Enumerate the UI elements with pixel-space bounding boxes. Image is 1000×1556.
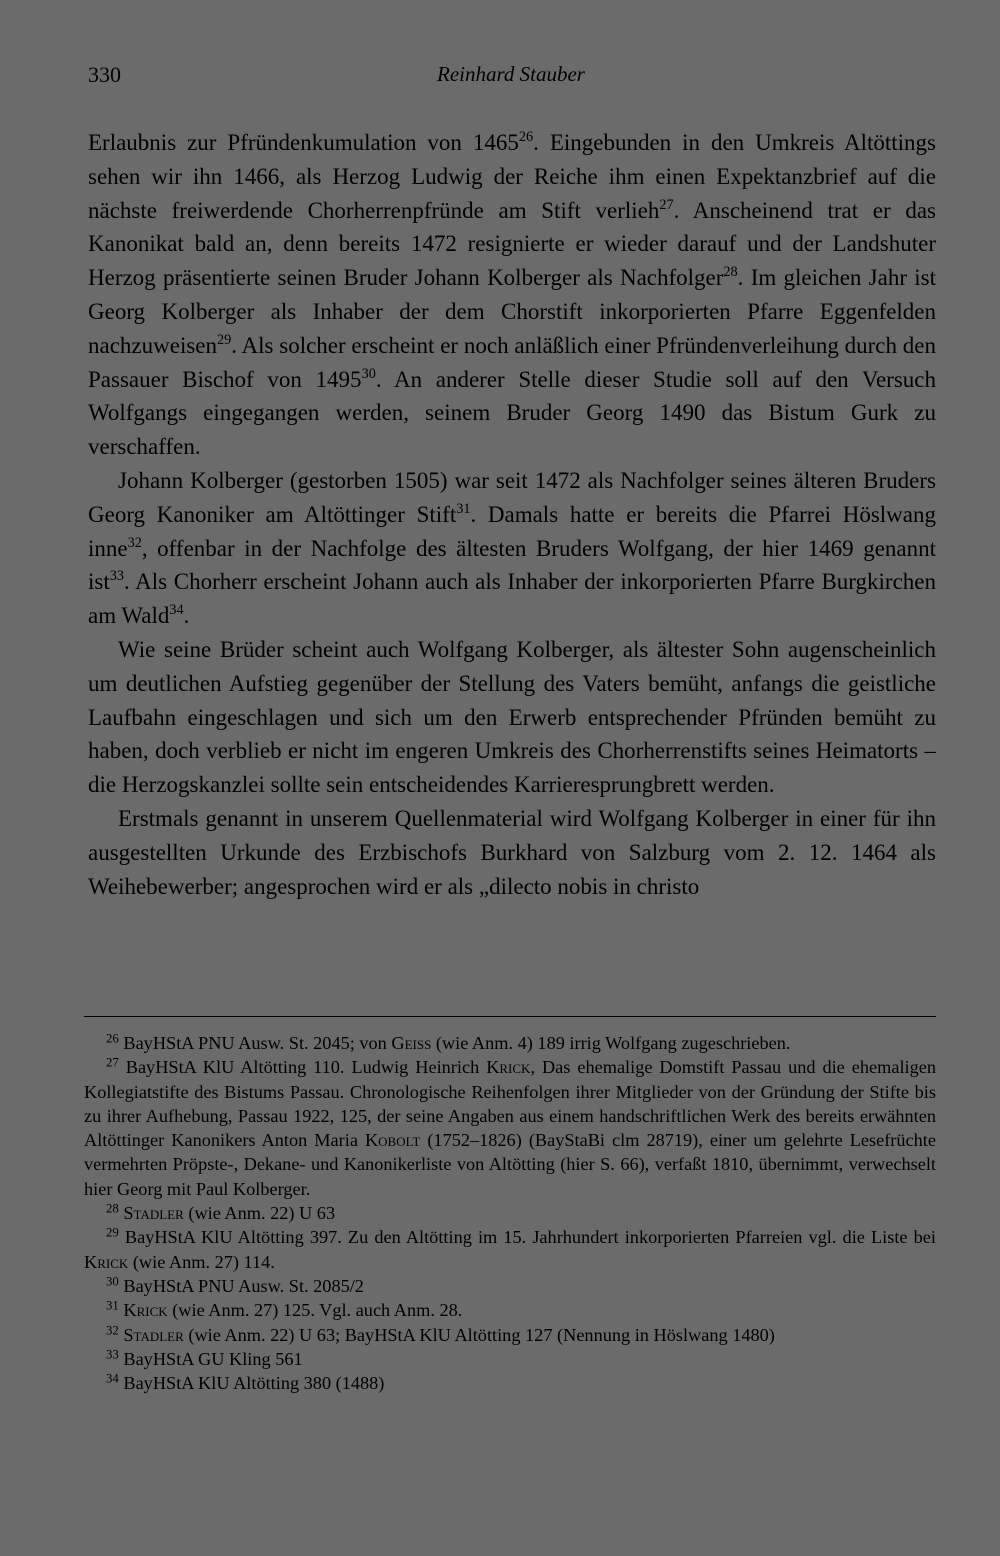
footnote-31	[84, 1298, 936, 1322]
footnote-text: BayHStA KlU Altötting 380 (1488)	[123, 1373, 385, 1394]
text-run: . Eingebunden in den Umkreis Altöttings sehen wir ihn 1466, als Herzog Ludwig der Reiche ihm einen Expektanzbrief auf die nächste freiwerdende Chorherrenpfründe am Stift verlieh	[88, 130, 936, 223]
footnote-ref: 32	[127, 534, 142, 551]
paragraph-4: Erstmals genannt in unserem Quellenmaterial wird Wolfgang Kolberger in einer für ihn ausgestellten Urkunde des Erzbischofs Burkhard von Salzburg vom 2. 12. 1464 als Weihebewerber; angesprochen wird er als „dilecto nobis in christo	[88, 805, 936, 899]
footnote-ref: 31	[456, 500, 471, 517]
paragraph-3: Wie seine Brüder scheint auch Wolfgang Kolberger, als ältester Sohn augenscheinlich um deutlichen Aufstieg gegenüber der Stellung des Vaters bemüht, anfangs die geistliche Laufbahn eingeschlagen und sich um den Erwerb entsprechender Pfründen bemüht zu haben, doch verblieb er nicht im engeren Umkreis des Chorherrenstifts seines Heimatorts – die Herzogskanzlei sollte sein entscheidendes Karrieresprungbrett werden.	[88, 636, 936, 798]
author-name: Stadler	[123, 1324, 184, 1345]
text-run: . Damals hatte er bereits die Pfarrei Höslwang inne	[88, 501, 936, 561]
footnote-text: (wie Anm. 27) 114.	[128, 1251, 275, 1272]
footnote-number: 34	[106, 1371, 119, 1386]
text-run: . Als solcher erscheint er noch anläßlich einer Pfründenverleihung durch den Passauer Bischof von 1495	[88, 332, 936, 392]
footnote-number: 33	[106, 1347, 119, 1362]
footnote-text: (wie Anm. 22) U 63; BayHStA KlU Altötting 127 (Nennung in Höslwang 1480)	[183, 1324, 775, 1345]
footnote-text: (wie Anm. 22) U 63	[183, 1203, 336, 1224]
text-run: , offenbar in der Nachfolge des ältesten Bruders Wolfgang, der hier 1469 genannt ist	[88, 535, 936, 595]
footnote-rule	[84, 1016, 936, 1017]
author-name: Krick	[84, 1251, 129, 1272]
footnote-ref: 27	[659, 196, 674, 213]
footnote-ref: 29	[217, 331, 232, 348]
text-run: Johann Kolberger (gestorben 1505) war seit 1472 als Nachfolger seines älteren Bruders Georg Kanoniker am Altöttinger Stift	[88, 467, 936, 527]
author-name: Kobolt	[364, 1130, 421, 1151]
text-run: . Im gleichen Jahr ist Georg Kolberger als Inhaber der dem Chorstift inkorporierten Pfarre Eggenfelden nachzuweisen	[88, 265, 936, 358]
text-run: . Anscheinend trat er das Kanonikat bald an, denn bereits 1472 resignierte er wieder darauf und der Landshuter Herzog präsentierte seinen Bruder Johann Kolberger als Nachfolger	[88, 197, 936, 291]
running-title: Reinhard Stauber	[437, 62, 585, 86]
paragraph-1	[88, 126, 936, 464]
paragraph-2	[88, 464, 936, 633]
text-run: .	[183, 603, 190, 629]
footnote-text: , Das ehemalige Domstift Passau und die ehemaligen Kollegiatstifte des Bistums Passau. Chronologische Reihenfolgen ihrer Mitglieder von der Gründung der Stifte bis zu ihrer Aufhebung, Passau 1922, 125, der seine Angaben aus einem handschriftlichen Werk des bereits erwähnten Altöttinger Kanonikers Anton Maria	[84, 1057, 936, 1151]
footnote-ref: 30	[361, 365, 376, 382]
author-name: Stadler	[123, 1203, 184, 1224]
footnotes	[84, 1031, 936, 1395]
author-name: Krick	[486, 1057, 531, 1078]
footnote-text: BayHStA PNU Ausw. St. 2085/2	[123, 1275, 364, 1296]
footnote-number: 26	[106, 1031, 119, 1046]
footnote-26	[84, 1031, 936, 1055]
footnote-number: 27	[106, 1055, 119, 1070]
footnote-29	[84, 1225, 936, 1274]
footnote-ref: 28	[723, 264, 738, 281]
text-run: . Als Chorherr erscheint Johann auch als Inhaber der inkorporierten Pfarre Burgkirchen am Wald	[88, 569, 936, 629]
running-head	[88, 62, 934, 92]
footnote-ref: 34	[169, 602, 184, 619]
footnote-number: 28	[106, 1201, 119, 1216]
text-run: . An anderer Stelle dieser Studie soll auf den Versuch Wolfgangs eingegangen werden, seinem Bruder Georg 1490 das Bistum Gurk zu verschaffen.	[88, 366, 936, 460]
footnote-ref: 26	[518, 129, 534, 146]
footnote-32	[84, 1323, 936, 1347]
footnote-text: (1752–1826) (BayStaBi clm 28719), einer um gelehrte Lesefrüchte vermehrten Pröpste-, Dekane- und Kanonikerliste von Altötting (hier S. 66), verfaßt 1810, übernimmt, verwechselt hier Georg mit Paul Kolberger.	[84, 1130, 936, 1199]
text-run: Erlaubnis zur Pfründenkumulation von 1465	[88, 130, 519, 155]
footnote-number: 31	[106, 1298, 119, 1313]
footnote-text: (wie Anm. 4) 189 irrig Wolfgang zugeschrieben.	[431, 1033, 791, 1053]
footnote-text: (wie Anm. 27) 125. Vgl. auch Anm. 28.	[167, 1300, 463, 1321]
footnote-text: BayHStA GU Kling 561	[123, 1348, 303, 1369]
footnote-number: 32	[106, 1323, 119, 1338]
footnote-number: 29	[106, 1225, 119, 1240]
footnote-34	[84, 1371, 936, 1395]
author-name: Geiss	[391, 1033, 432, 1053]
body-text	[88, 126, 936, 903]
footnote-text: BayHStA KlU Altötting 397. Zu den Altötting im 15. Jahrhundert inkorporierten Pfarreien vgl. die Liste bei	[124, 1227, 936, 1248]
footnote-ref: 33	[109, 568, 124, 585]
footnote-text: BayHStA KlU Altötting 110. Ludwig Heinrich	[125, 1057, 487, 1078]
footnote-33	[84, 1347, 936, 1371]
footnote-27	[84, 1055, 936, 1201]
footnote-28	[84, 1201, 936, 1225]
footnote-number: 30	[106, 1274, 119, 1289]
footnote-30	[84, 1274, 936, 1298]
page-number: 330	[88, 62, 121, 87]
footnote-text: BayHStA PNU Ausw. St. 2045; von	[123, 1033, 392, 1053]
author-name: Krick	[123, 1300, 168, 1321]
